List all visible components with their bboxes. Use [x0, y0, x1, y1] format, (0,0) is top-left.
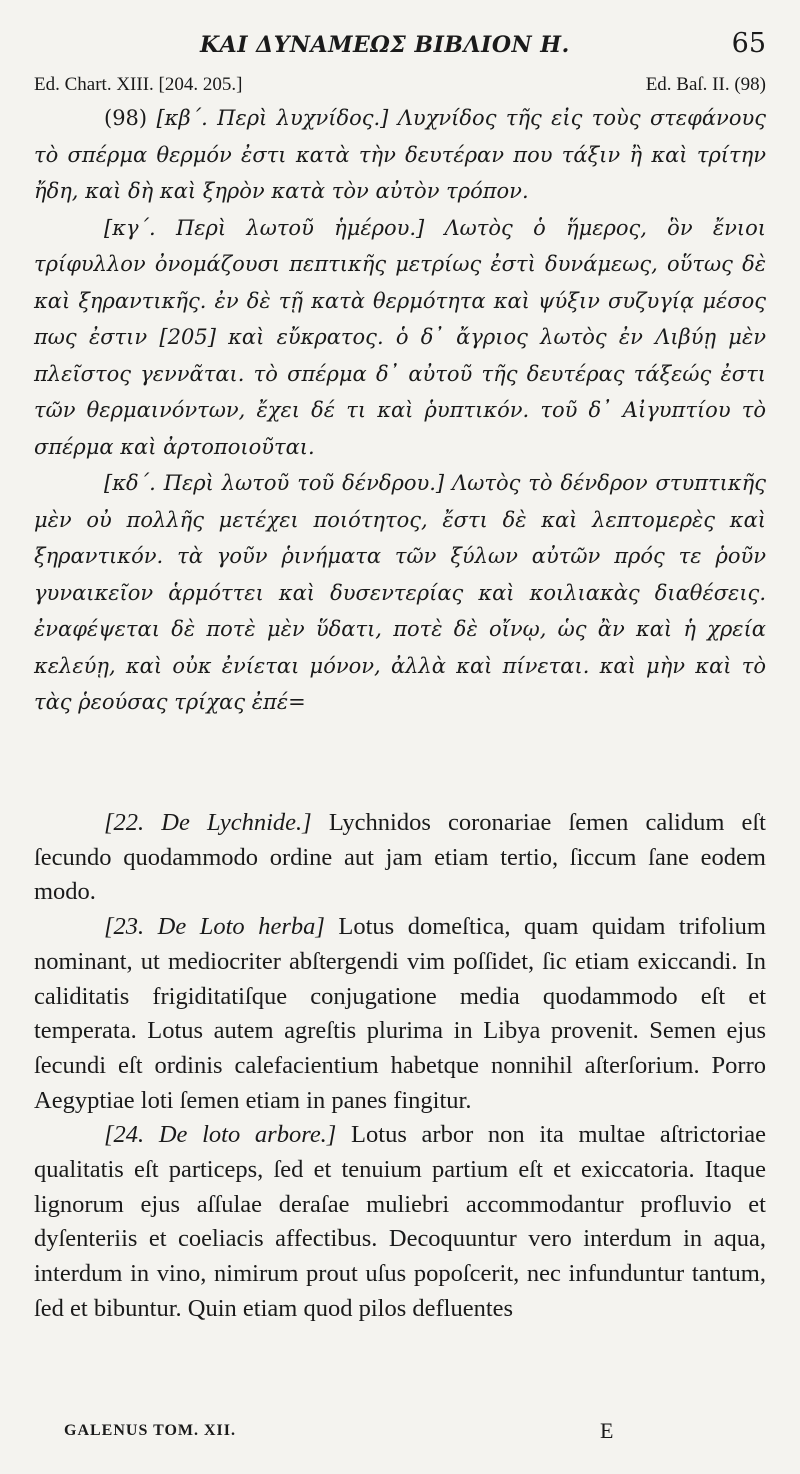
page-footer — [64, 1418, 764, 1448]
greek-section-heading: [κγ΄. Περὶ λωτοῦ ἡμέρου.] — [104, 215, 425, 240]
latin-paragraph — [34, 806, 766, 910]
latin-section-heading: [23. De Loto herba] — [104, 913, 325, 941]
greek-paragraph — [34, 465, 766, 721]
greek-section-heading: [κδ΄. Περὶ λωτοῦ τοῦ δένδρου.] — [104, 471, 445, 495]
page-number: 65 — [731, 28, 766, 59]
greek-paragraph — [34, 100, 766, 210]
greek-paragraph-text: Λωτὸς ὁ ἥμερος, ὃν ἔνιοι τρίφυλλον ὀνομάζουσι πεπτικῆς μετρίως ἐστὶ δυνάμεως, οὕτως δὲ καὶ ξηραντικῆς. ἐν δὲ τῇ κατὰ θερμότητα καὶ ψύξιν συζυγίᾳ μέσος πως ἐστιν [205] καὶ εὔκρατος. ὁ δ᾽ ἄγριος λωτὸς ἐν Λιβύῃ μὲν πλεῖστος γεννᾶται. τὸ σπέρμα δ᾽ αὐτοῦ τῆς δευτέρας τάξεώς ἐστι τῶν θερμαινόντων, ἔχει δέ τι καὶ ῥυπτικόν. τοῦ δ᾽ Αἰγυπτίου τὸ σπέρμα καὶ ἀρτοποιοῦται. — [34, 215, 766, 459]
latin-paragraph-text: Lychnidos coronariae ſemen calidum eſt ſecundo quodammodo ordine aut jam etiam tertio, ſiccum ſane eodem modo. — [34, 809, 766, 906]
latin-section-heading: [24. De loto arbore.] — [104, 1121, 337, 1149]
greek-paragraph-text: Λωτὸς τὸ δένδρον στυπτικῆς μὲν οὐ πολλῆς μετέχει ποιότητος, ἔστι δὲ καὶ λεπτομερὲς καὶ ξηραντικόν. τὰ γοῦν ῥινήματα τῶν ξύλων αὐτῶν πρός τε ῥοῦν γυναικεῖον ἁρμόττει καὶ δυσεντερίας καὶ κοιλιακὰς διαθέσεις. ἐναφέψεται δὲ ποτὲ μὲν ὕδατι, ποτὲ δὲ οἴνῳ, ὡς ἂν καὶ ἡ χρεία κελεύῃ, καὶ οὐκ ἐνίεται μόνον, ἀλλὰ καὶ πίνεται. καὶ μὴν καὶ τὸ τὰς ῥεούσας τρίχας ἐπέ= — [34, 471, 766, 714]
latin-paragraph-text: Lotus domeſtica, quam quidam trifolium nominant, ut mediocriter abſtergendi vim poſſidet, ſic etiam exiccandi. In caliditatis frigiditatiſque conjugatione media quodammodo eſt et temperata. Lotus autem agreſtis plurima in Libya provenit. Semen ejus ſecundi eſt ordinis calefacientium habetque nonnihil aſterſorium. Porro Aegyptiae loti ſemen etiam in panes fingitur. — [34, 913, 766, 1114]
volume-footer: GALENUS TOM. XII. — [64, 1422, 236, 1439]
greek-paragraph-text: Λυχνίδος τῆς εἰς τοὺς στεφάνους τὸ σπέρμα θερμόν ἐστι κατὰ τὴν δευτέραν που τάξιν ἢ καὶ τρίτην ἤδη, καὶ δὴ καὶ ξηρὸν κατὰ τὸν αὐτὸν τρόπον. — [34, 106, 766, 203]
greek-text-block — [34, 100, 766, 721]
greek-paragraph — [34, 210, 766, 466]
running-header — [0, 28, 800, 64]
greek-page-marker: (98) — [104, 106, 157, 130]
latin-paragraph — [34, 1118, 766, 1326]
edition-reference-line — [34, 74, 766, 100]
latin-paragraph — [34, 910, 766, 1118]
latin-text-block — [34, 806, 766, 1327]
signature-mark: E — [600, 1418, 614, 1443]
greek-section-heading: [κβ΄. Περὶ λυχνίδος.] — [156, 106, 389, 130]
edition-chart-reference: Ed. Chart. XIII. [204. 205.] — [34, 74, 243, 95]
latin-paragraph-text: Lotus arbor non ita multae aſtrictoriae qualitatis eſt particeps, ſed et tenuium partium eſt et exiccatoria. Itaque lignorum ejus aſſulae deraſae muliebri accommodantur profluvio et dyſenteriis et coeliacis affectibus. Decoquuntur vero interdum in aqua, interdum in vino, nimirum prout uſus popoſcerit, nec infunduntur tantum, ſed et bibuntur. Quin etiam quod pilos defluentes — [34, 1121, 766, 1322]
latin-section-heading: [22. De Lychnide.] — [104, 809, 312, 836]
edition-basel-reference: Ed. Baſ. II. (98) — [645, 74, 766, 95]
running-title: ΚΑΙ ΔΥΝΑΜΕΩΣ ΒΙΒΛΙΟΝ Η. — [200, 32, 570, 58]
